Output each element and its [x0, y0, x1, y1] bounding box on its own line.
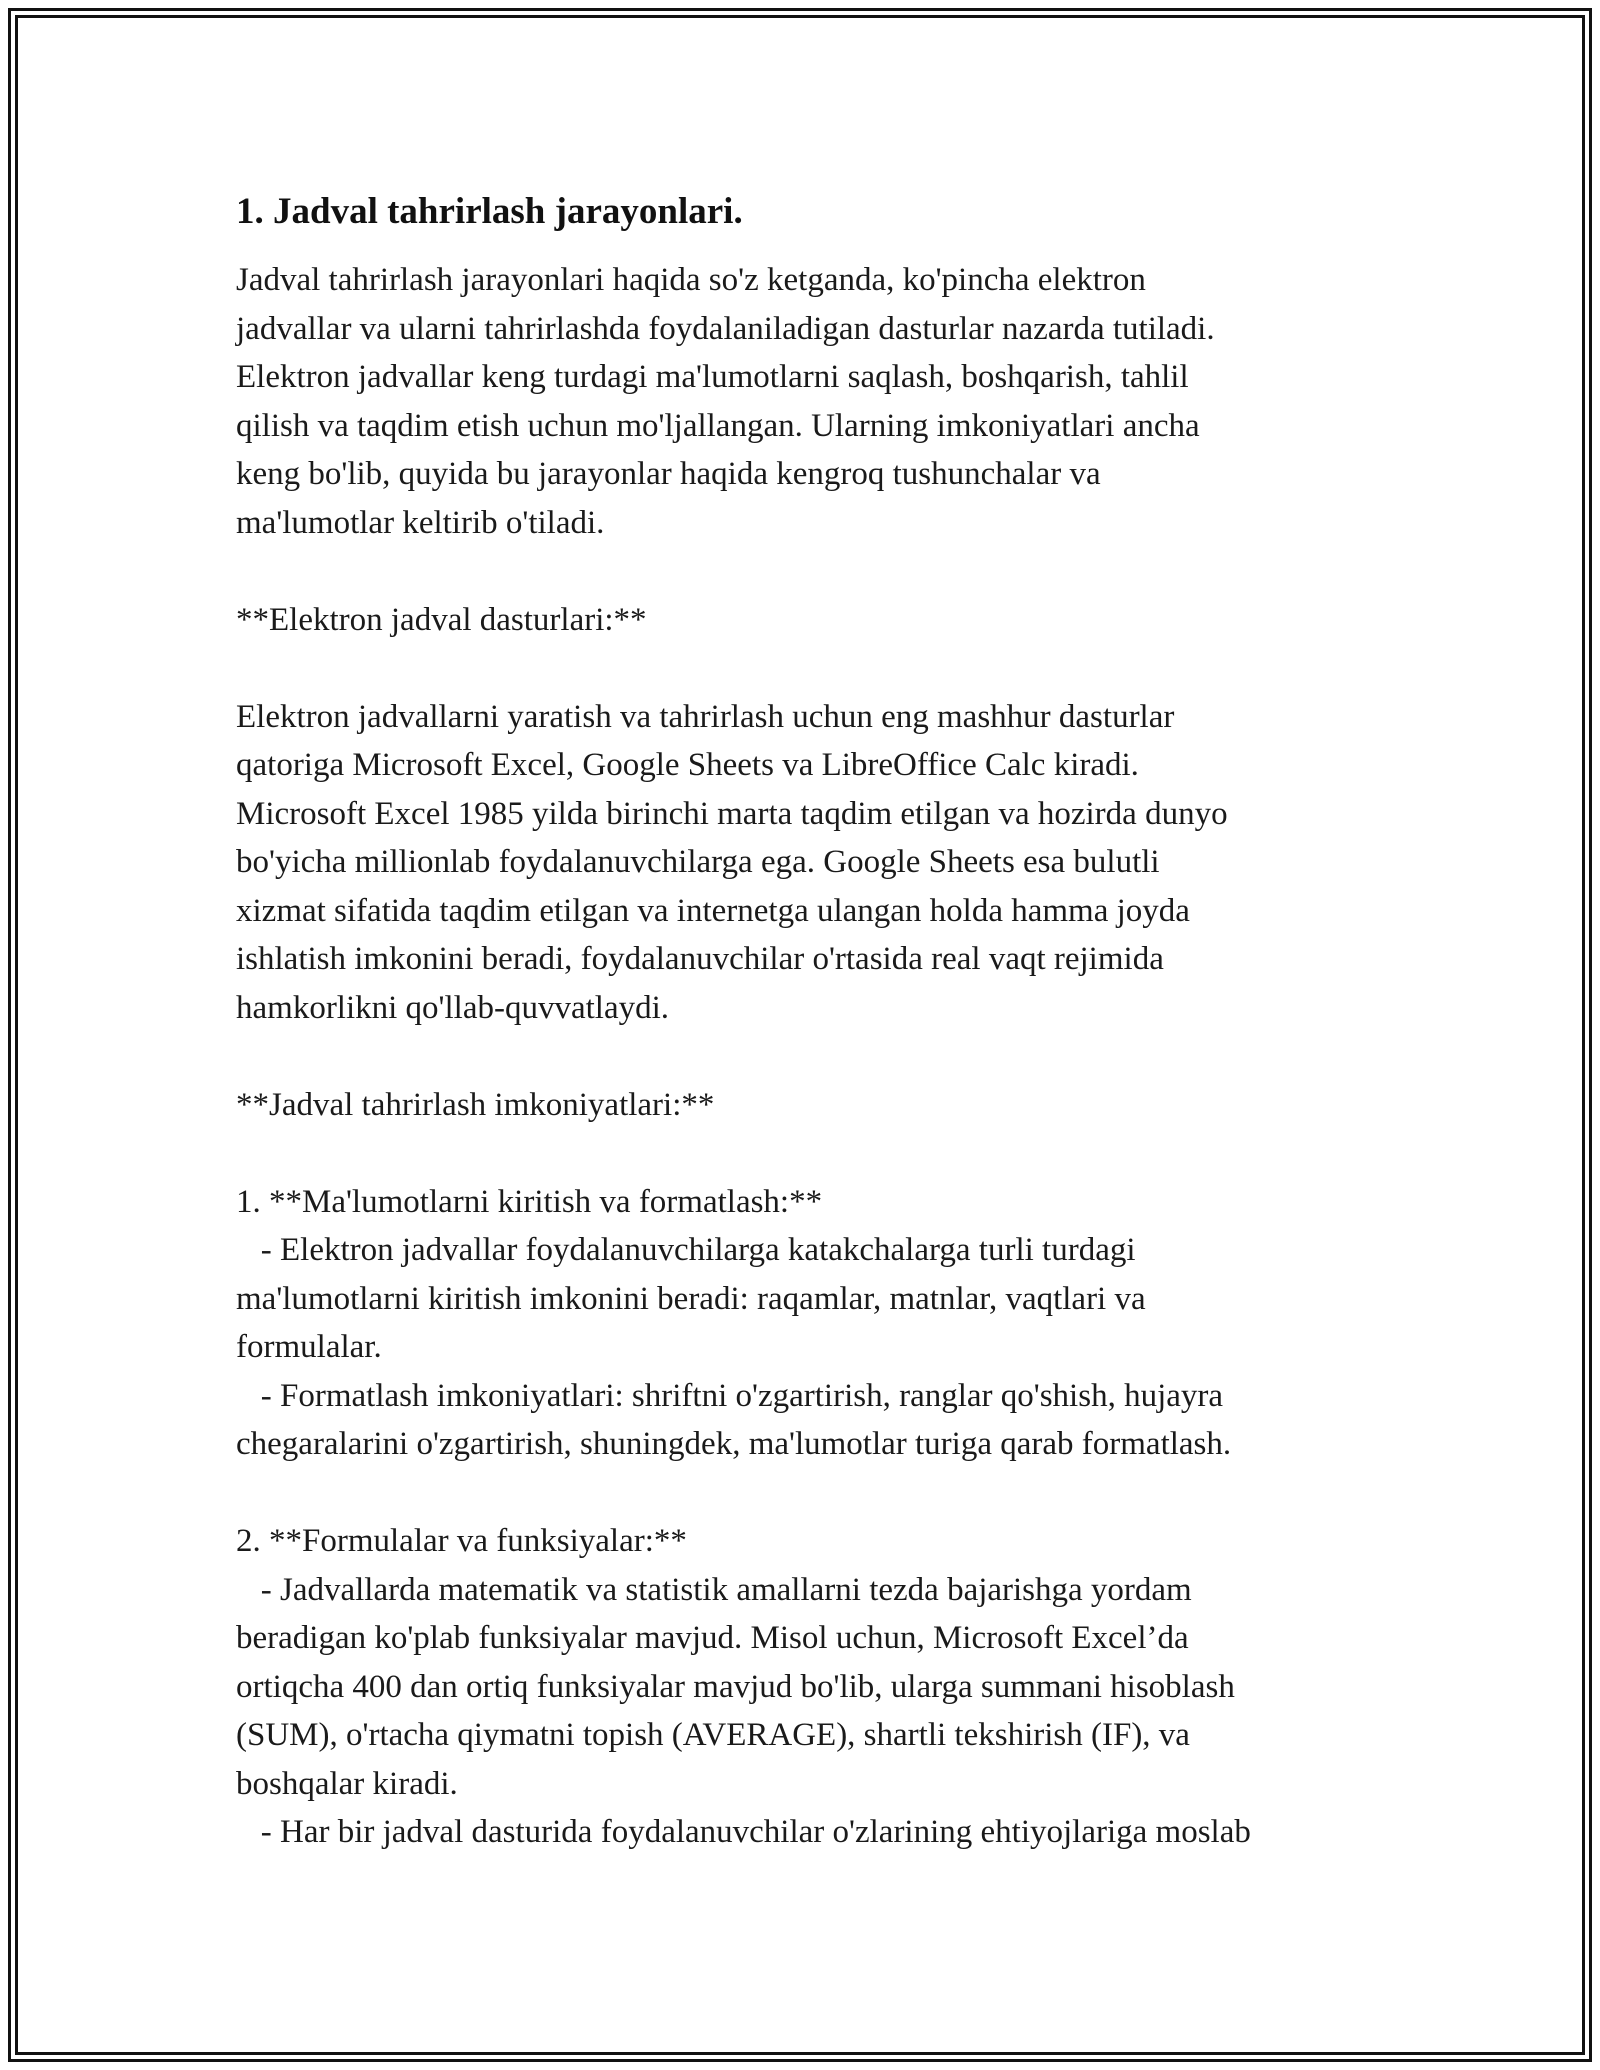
spacer: [236, 1129, 1386, 1178]
spacer: [236, 644, 1386, 693]
list-item-data-entry: 1. **Ma'lumotlarni kiritish va formatlash:** - Elektron jadvallar foydalanuvchilarga katakchalarga turli turdagi ma'lumotlarni kiritish imkonini beradi: raqamlar, matnlar, vaqtlari va formulalar. - Formatlash imkoniyatlari: shriftni o'zgartirish, ranglar qo'shish, hujayra chegaralarini o'zgartirish, shuningdek, ma'lumotlar turiga qarab formatlash.: [236, 1183, 1232, 1462]
list-item-formulas: 2. **Formulalar va funksiyalar:** - Jadvallarda matematik va statistik amallarni tezda bajarishga yordam beradigan ko'plab funksiyalar mavjud. Misol uchun, Microsoft Excel’da ortiqcha 400 dan ortiq funksiyalar mavjud bo'lib, ularga summani hisoblash (SUM), o'rtacha qiymatni topish (AVERAGE), shartli tekshirish (IF), va boshqalar kiradi. - Har bir jadval dasturida foydalanuvchilar o'zlarining ehtiyojlariga moslab: [236, 1523, 1251, 1850]
spacer: [236, 1469, 1386, 1518]
programs-paragraph: Elektron jadvallarni yaratish va tahrirlash uchun eng mashhur dasturlar qatoriga Microsoft Excel, Google Sheets va LibreOffice Calc kiradi. Microsoft Excel 1985 yilda birinchi marta taqdim etilgan va hozirda dunyo bo'yicha millionlab foydalanuvchilarga ega. Google Sheets esa bulutli xizmat sifatida taqdim etilgan va internetga ulangan holda hamma joyda ishlatish imkonini beradi, foydalanuvchilar o'rtasida real vaqt rejimida hamkorlikni qo'llab-quvvatlaydi.: [236, 698, 1228, 1026]
document-body: [236, 186, 1386, 1857]
page-title: 1. Jadval tahrirlash jarayonlari.: [236, 191, 743, 232]
spacer: [236, 1032, 1386, 1081]
spacer: [236, 547, 1386, 596]
section-heading-capabilities: **Jadval tahrirlash imkoniyatlari:**: [236, 1086, 715, 1123]
intro-paragraph: Jadval tahrirlash jarayonlari haqida so'z ketganda, ko'pincha elektron jadvallar va ularni tahrirlashda foydalaniladigan dasturlar nazarda tutiladi. Elektron jadvallar keng turdagi ma'lumotlarni saqlash, boshqarish, tahlil qilish va taqdim etish uchun mo'ljallangan. Ularning imkoniyatlari ancha keng bo'lib, quyida bu jarayonlar haqida kengroq tushunchalar va ma'lumotlar keltirib o'tiladi.: [236, 262, 1215, 541]
section-heading-programs: **Elektron jadval dasturlari:**: [236, 601, 647, 638]
